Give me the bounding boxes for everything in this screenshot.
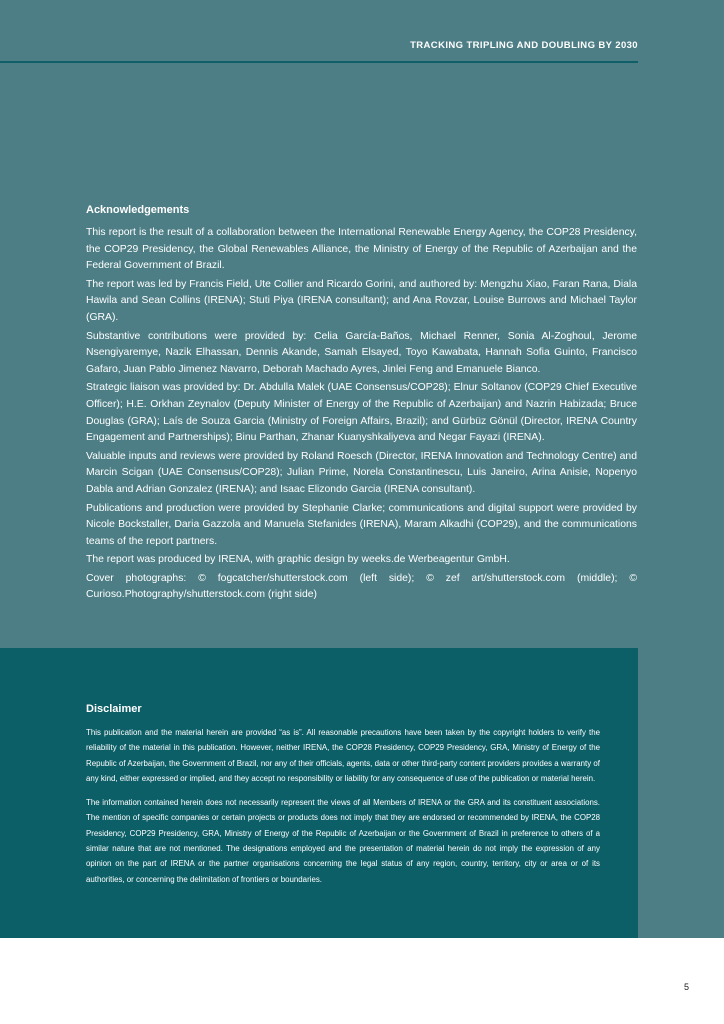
disclaimer-heading: Disclaimer — [86, 703, 142, 715]
side-strip — [638, 648, 724, 938]
acknowledgements-section — [86, 204, 637, 606]
running-header: TRACKING TRIPLING AND DOUBLING BY 2030 — [410, 40, 638, 51]
page-number: 5 — [683, 982, 689, 992]
ack-paragraph: Substantive contributions were provided by: Celia García-Baños, Michael Renner, Sonia Al-Zoghoul, Jerome Nsengiyaremye, Nazik Elhassan, Dennis Akande, Samah Elsayed, Toyo Kawabata, Hannah Sofia Guinto, Francisco Gafaro, Juan Pablo Jimenez Navarro, Deborah Machado Ayres, Jinlei Feng and Emanuele Bianco. — [86, 330, 637, 375]
disclaimer-paragraph: The information contained herein does not necessarily represent the views of all Members of IRENA or the GRA and its constituent associations. The mention of specific companies or certain projects or products does not imply that they are endorsed or recommended by IRENA, the COP28 Presidency, COP29 Presidency, GRA, Ministry of Energy of the Republic of Azerbaijan or the Government of Brazil in preference to others of a similar nature that are not mentioned. The designations employed and the presentation of material herein do not imply the expression of any opinion on the part of IRENA or the partner organisations concerning the legal status of any region, country, territory, city or area or of its authorities, or concerning the delimitation of frontiers or boundaries. — [86, 798, 600, 884]
ack-paragraph: Valuable inputs and reviews were provided by Roland Roesch (Director, IRENA Innovation and Technology Centre) and Marcin Scigan (UAE Consensus/COP28); Julian Prime, Norela Constantinescu, Luis Janeiro, Arina Anisie, Nopenyo Dabla and Adrian Gonzalez (IRENA); and Isaac Elizondo Garcia (IRENA consultant). — [86, 450, 637, 495]
disclaimer-panel — [0, 648, 638, 938]
ack-paragraph: The report was led by Francis Field, Ute Collier and Ricardo Gorini, and authored by: Mengzhu Xiao, Faran Rana, Diala Hawila and Sean Collins (IRENA); Stuti Piya (IRENA consultant); and Ana Rovzar, Louise Burrows and Michael Taylor (GRA). — [86, 278, 637, 323]
acknowledgements-heading: Acknowledgements — [86, 204, 190, 216]
ack-paragraph: This report is the result of a collaboration between the International Renewable Energy Agency, the COP28 Presidency, the COP29 Presidency, the Global Renewables Alliance, the Ministry of Energy of the Republic of Azerbaijan and the Federal Government of Brazil. — [86, 227, 637, 272]
disclaimer-section — [86, 703, 600, 896]
ack-paragraph: Strategic liaison was provided by: Dr. Abdulla Malek (UAE Consensus/COP28); Elnur Soltanov (COP29 Chief Executive Officer); H.E. Orkhan Zeynalov (Deputy Minister of Energy of the Republic of Azerbaijan) and Nazrin Habizada; Bruce Douglas (GRA); Laís de Souza Garcia (Ministry of Foreign Affairs, Brazil); and Gürbüz Gönül (Director, IRENA Country Engagement and Partnerships); Binu Parthan, Zhanar Kuanyshkaliyeva and Negar Fayazi (IRENA). — [86, 382, 637, 444]
disclaimer-paragraph: This publication and the material herein are provided “as is”. All reasonable precautions have been taken by the copyright holders to verify the reliability of the material in this publication. However, neither IRENA, the COP28 Presidency, COP29 Presidency, GRA, Ministry of Energy of the Republic of Azerbaijan, the Government of Brazil, nor any of their officials, agents, data or other third-party content providers provides a warranty of any kind, either expressed or implied, and they accept no responsibility or liability for any consequence of use of the publication or material herein. — [86, 728, 600, 783]
ack-paragraph: The report was produced by IRENA, with graphic design by weeks.de Werbeagentur GmbH. — [86, 554, 510, 566]
ack-paragraph: Publications and production were provided by Stephanie Clarke; communications and digital support were provided by Nicole Bockstaller, Daria Gazzola and Manuela Stefanides (IRENA), Maram Alkadhi (COP29), and the communications teams of the report partners. — [86, 502, 637, 547]
ack-paragraph: Cover photographs: © fogcatcher/shutterstock.com (left side); © zef art/shutterstock.com (middle); © Curioso.Photography/shutterstock.com (right side) — [86, 572, 637, 601]
header-divider — [0, 61, 638, 63]
